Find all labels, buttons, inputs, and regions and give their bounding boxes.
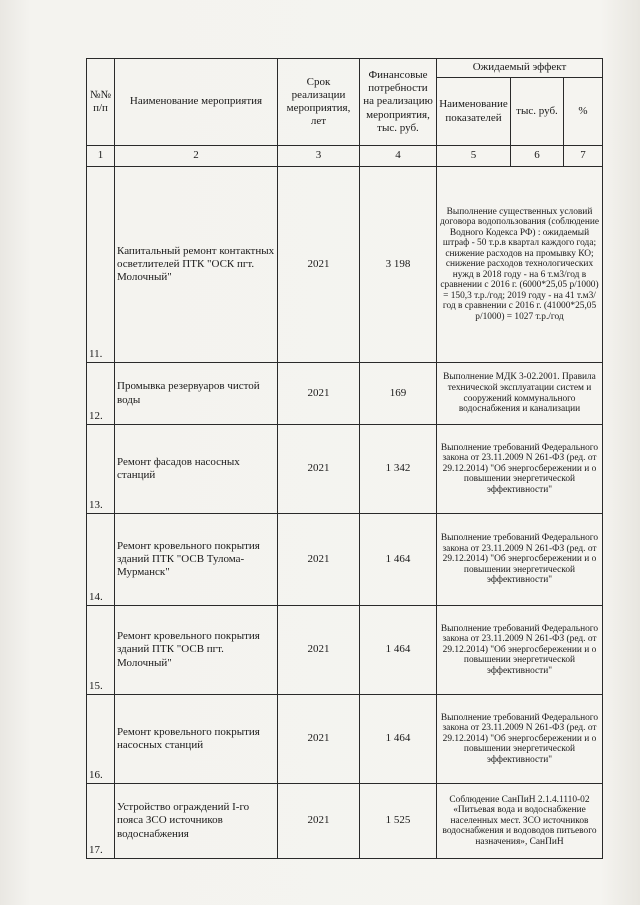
row-effect: Выполнение требований Федерального закона от 23.11.2009 N 261-ФЗ (ред. от 29.12.2014) "Об энергосбережении и о повышении энергетической эффективности" bbox=[437, 695, 603, 784]
row-measure-name: Промывка резервуаров чистой воды bbox=[115, 363, 278, 425]
header-effect: Ожидаемый эффект bbox=[437, 59, 603, 78]
row-effect: Выполнение требований Федерального закона от 23.11.2009 N 261-ФЗ (ред. от 29.12.2014) "Об энергосбережении и о повышении энергетической эффективности" bbox=[437, 425, 603, 514]
header-percent: % bbox=[564, 78, 603, 146]
column-number: 1 bbox=[87, 146, 115, 167]
header-name: Наименование мероприятия bbox=[115, 59, 278, 146]
row-number: 14. bbox=[87, 514, 115, 606]
row-cost: 1 464 bbox=[360, 695, 437, 784]
row-year: 2021 bbox=[278, 514, 360, 606]
row-year: 2021 bbox=[278, 784, 360, 859]
row-number: 12. bbox=[87, 363, 115, 425]
table-row bbox=[87, 784, 603, 859]
row-measure-name: Ремонт фасадов насосных станций bbox=[115, 425, 278, 514]
row-cost: 169 bbox=[360, 363, 437, 425]
row-cost: 1 525 bbox=[360, 784, 437, 859]
table-row bbox=[87, 514, 603, 606]
column-number: 3 bbox=[278, 146, 360, 167]
table-row bbox=[87, 606, 603, 695]
header-num: №№ п/п bbox=[87, 59, 115, 146]
column-number: 7 bbox=[564, 146, 603, 167]
column-number: 5 bbox=[437, 146, 511, 167]
header-finance: Финансовые потребности на реализацию мероприятия, тыс. руб. bbox=[360, 59, 437, 146]
row-number: 16. bbox=[87, 695, 115, 784]
measures-table bbox=[86, 58, 603, 859]
row-year: 2021 bbox=[278, 425, 360, 514]
column-number: 4 bbox=[360, 146, 437, 167]
row-effect: Выполнение требований Федерального закона от 23.11.2009 N 261-ФЗ (ред. от 29.12.2014) "Об энергосбережении и о повышении энергетической эффективности" bbox=[437, 514, 603, 606]
row-cost: 1 342 bbox=[360, 425, 437, 514]
table-row bbox=[87, 425, 603, 514]
table-row bbox=[87, 167, 603, 363]
row-measure-name: Ремонт кровельного покрытия зданий ПТК "ОСВ Тулома-Мурманск" bbox=[115, 514, 278, 606]
header-term: Срок реализации мероприятия, лет bbox=[278, 59, 360, 146]
row-effect: Выполнение существенных условий договора водопользования (соблюдение Водного Кодекса РФ) : ожидаемый штраф - 50 т.р.в квартал каждого года; снижение расходов на промывку КО; снижение расходов технологических нужд в 2018 году - на 6 т.м3/год в сравнении с 2016 г. (6000*25,05 р/1000) = 150,3 т.р./год; 2019 году - на 41 т.м3/год в сравнении с 2016 г. (41000*25,05 р/1000) = 1027 т.р./год bbox=[437, 167, 603, 363]
column-number: 6 bbox=[511, 146, 564, 167]
row-effect: Выполнение требований Федерального закона от 23.11.2009 N 261-ФЗ (ред. от 29.12.2014) "Об энергосбережении и о повышении энергетической эффективности" bbox=[437, 606, 603, 695]
row-effect: Выполнение МДК 3-02.2001. Правила технической эксплуатации систем и сооружений коммунального водоснабжения и канализации bbox=[437, 363, 603, 425]
column-number-row bbox=[87, 146, 603, 167]
row-cost: 1 464 bbox=[360, 606, 437, 695]
row-year: 2021 bbox=[278, 363, 360, 425]
row-year: 2021 bbox=[278, 606, 360, 695]
row-measure-name: Капитальный ремонт контактных осветлителей ПТК "ОСК пгт. Молочный" bbox=[115, 167, 278, 363]
column-number: 2 bbox=[115, 146, 278, 167]
table-row bbox=[87, 695, 603, 784]
row-cost: 1 464 bbox=[360, 514, 437, 606]
row-measure-name: Ремонт кровельного покрытия зданий ПТК "ОСВ пгт. Молочный" bbox=[115, 606, 278, 695]
row-number: 15. bbox=[87, 606, 115, 695]
row-effect: Соблюдение СанПиН 2.1.4.1110-02 «Питьевая вода и водоснабжение населенных мест. ЗСО источников водоснабжения и водоводов питьевого назначения», СанПиН bbox=[437, 784, 603, 859]
header-indicator: Наименование показателей bbox=[437, 78, 511, 146]
row-year: 2021 bbox=[278, 695, 360, 784]
row-number: 17. bbox=[87, 784, 115, 859]
row-measure-name: Ремонт кровельного покрытия насосных станций bbox=[115, 695, 278, 784]
table-row bbox=[87, 363, 603, 425]
row-cost: 3 198 bbox=[360, 167, 437, 363]
row-number: 13. bbox=[87, 425, 115, 514]
row-measure-name: Устройство ограждений I-го пояса ЗСО источников водоснабжения bbox=[115, 784, 278, 859]
header-thousand-rub: тыс. руб. bbox=[511, 78, 564, 146]
row-year: 2021 bbox=[278, 167, 360, 363]
row-number: 11. bbox=[87, 167, 115, 363]
